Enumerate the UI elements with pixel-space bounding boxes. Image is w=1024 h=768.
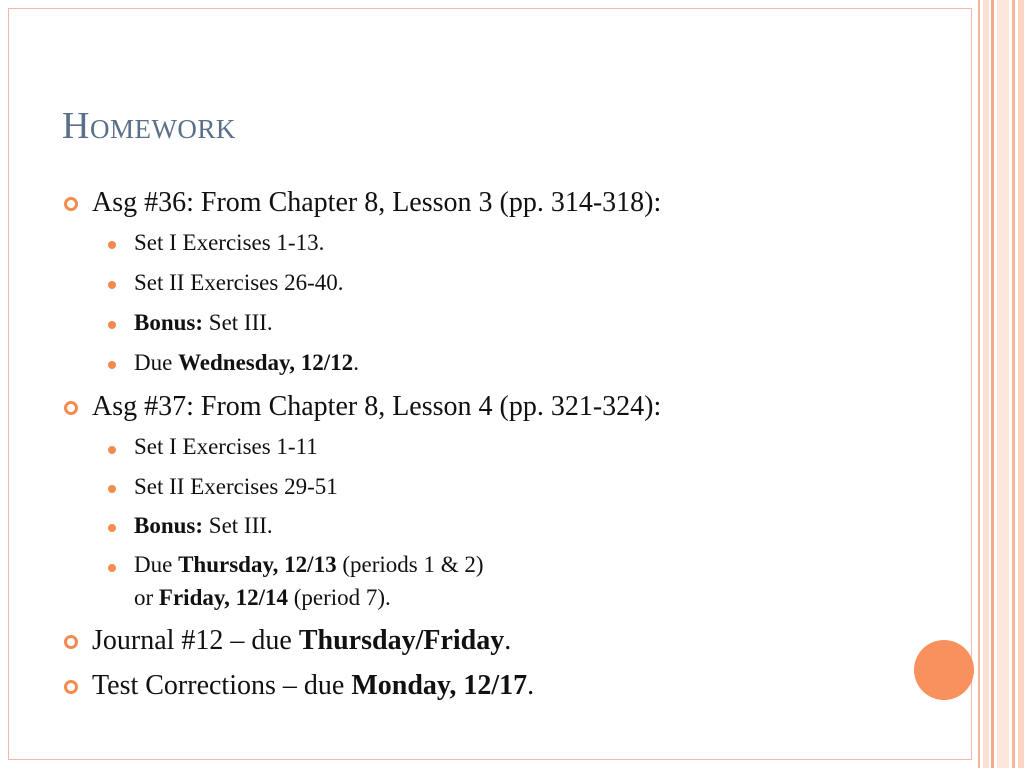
- dot-bullet-icon: [108, 524, 116, 532]
- decor-stripe: [991, 0, 994, 768]
- decor-stripe: [983, 0, 989, 768]
- due-suffix: .: [353, 350, 359, 375]
- list-item: Set I Exercises 1-11: [134, 434, 318, 459]
- alt-due-date: Friday, 12/14: [158, 585, 288, 610]
- list-item: [134, 513, 273, 539]
- bonus-text: Set III.: [203, 310, 273, 335]
- dot-bullet-icon: [108, 361, 116, 369]
- test-corrections-item: [92, 670, 534, 702]
- list-item: Set II Exercises 26-40.: [134, 270, 344, 295]
- bonus-label: Bonus:: [134, 310, 204, 335]
- dot-bullet-icon: [108, 446, 116, 454]
- ring-bullet-icon: [64, 635, 78, 649]
- bonus-text: Set III.: [203, 513, 273, 538]
- list-item-continuation: [134, 585, 391, 611]
- list-item: Set I Exercises 1-13.: [134, 230, 325, 255]
- list-item: [134, 350, 359, 376]
- due-prefix: Due: [134, 350, 179, 375]
- due-prefix: Due: [134, 552, 179, 577]
- decor-stripe: [1012, 0, 1015, 768]
- alt-prefix: or: [134, 585, 159, 610]
- journal-prefix: Journal #12 – due: [92, 625, 299, 656]
- slide-title: Homework: [62, 105, 236, 147]
- ring-bullet-icon: [64, 680, 78, 694]
- journal-suffix: .: [504, 625, 512, 656]
- decor-stripe: [997, 0, 1009, 768]
- decor-circle: [914, 640, 974, 700]
- dot-bullet-icon: [108, 281, 116, 289]
- test-prefix: Test Corrections – due: [92, 670, 352, 701]
- list-item: Set II Exercises 29-51: [134, 474, 338, 499]
- test-due: Monday, 12/17: [351, 670, 528, 701]
- ring-bullet-icon: [64, 401, 78, 415]
- ring-bullet-icon: [64, 197, 78, 211]
- list-item: [134, 552, 484, 578]
- journal-item: [92, 625, 511, 657]
- decor-stripe: [1018, 0, 1024, 768]
- assignment-heading: Asg #37: From Chapter 8, Lesson 4 (pp. 321-324):: [92, 391, 662, 422]
- dot-bullet-icon: [108, 321, 116, 329]
- decor-stripe: [978, 0, 980, 768]
- dot-bullet-icon: [108, 241, 116, 249]
- dot-bullet-icon: [108, 485, 116, 493]
- dot-bullet-icon: [108, 564, 116, 572]
- test-suffix: .: [527, 670, 535, 701]
- list-item: [134, 310, 273, 336]
- bonus-label: Bonus:: [134, 513, 204, 538]
- due-suffix: (periods 1 & 2): [336, 552, 484, 577]
- due-date: Wednesday, 12/12: [178, 350, 354, 375]
- alt-suffix: (period 7).: [287, 585, 391, 610]
- journal-due: Thursday/Friday: [298, 625, 505, 656]
- assignment-heading: Asg #36: From Chapter 8, Lesson 3 (pp. 314-318):: [92, 187, 662, 218]
- due-date: Thursday, 12/13: [178, 552, 337, 577]
